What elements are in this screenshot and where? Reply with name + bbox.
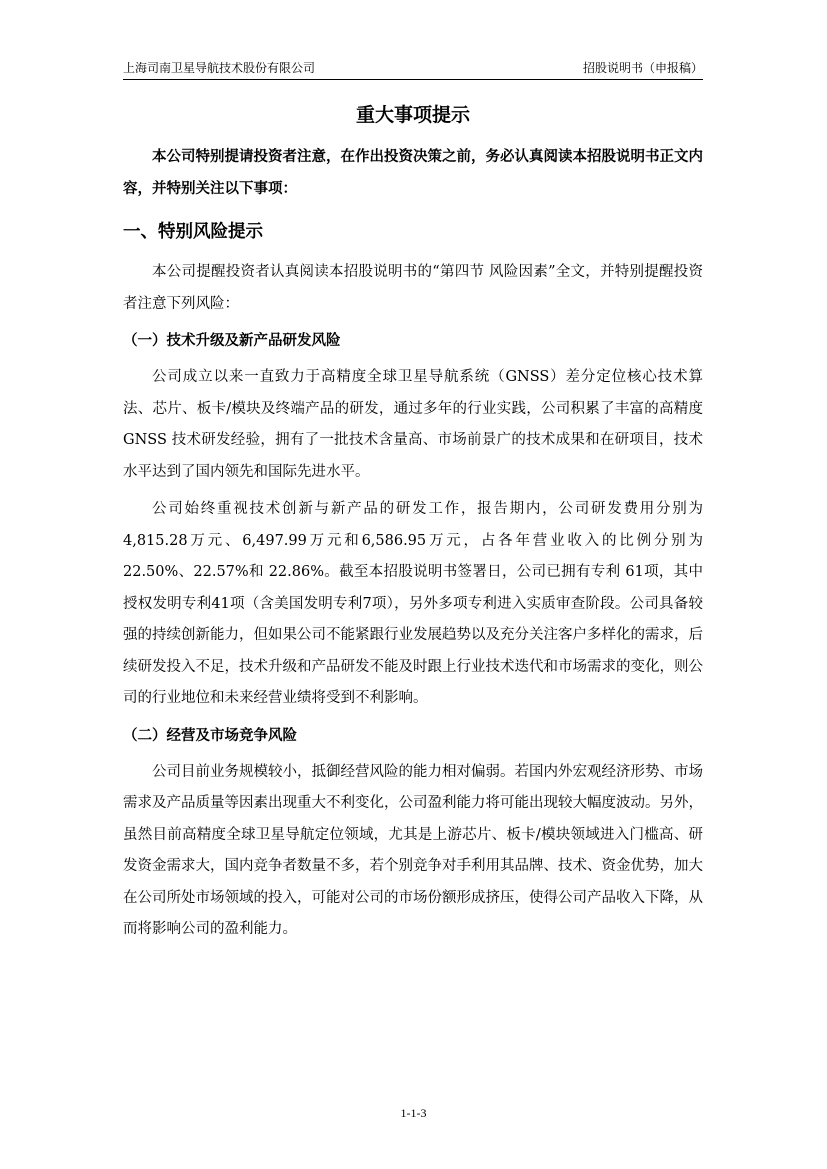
header-document-type: 招股说明书（申报稿）: [582, 61, 703, 75]
section-heading-special-risks: 一、特别风险提示: [123, 222, 263, 242]
page-header: [123, 57, 703, 79]
competition-risk-paragraph: 公司目前业务规模较小，抵御经营风险的能力相对偏弱。若国内外宏观经济形势、市场需求及产品质量等因素出现重大不利变化，公司盈利能力将可能出现较大幅度波动。另外，虽然目前高精度全球卫星导航定位领域，尤其是上游芯片、板卡/模块领域进入门槛高、研发资金需求大，国内竞争者数量不多，若个别竞争对手利用其品牌、技术、资金优势，加大在公司所处市场领域的投入，可能对公司的市场份额形成挤压，使得公司产品收入下降，从而将影响公司的盈利能力。: [123, 763, 703, 937]
section-lead-paragraph: 本公司提醒投资者认真阅读本招股说明书的“第四节 风险因素”全文，并特别提醒投资者注意下列风险：: [123, 264, 703, 312]
page-title: 重大事项提示: [355, 104, 470, 126]
page-number: 1-1-3: [400, 1106, 427, 1120]
intro-notice: 本公司特别提请投资者注意，在作出投资决策之前，务必认真阅读本招股说明书正文内容，并特别关注以下事项：: [123, 149, 703, 197]
header-divider: [123, 79, 703, 80]
tech-risk-paragraph-1: 公司成立以来一直致力于高精度全球卫星导航系统（GNSS）差分定位核心技术算法、芯片、板卡/模块及终端产品的研发，通过多年的行业实践，公司积累了丰富的高精度 GNSS 技术研发经验，拥有了一批技术含量高、市场前景广的技术成果和在研项目，技术水平达到了国内领先和国际先进水平。: [123, 369, 703, 480]
subsection-heading-competition-risk: （二）经营及市场竞争风险: [123, 727, 297, 744]
document-body: [123, 98, 703, 946]
subsection-heading-tech-risk: （一）技术升级及新产品研发风险: [123, 333, 341, 349]
tech-risk-paragraph-2: 公司始终重视技术创新与新产品的研发工作，报告期内，公司研发费用分别为4,815.28万元、6,497.99万元和6,586.95万元，占各年营业收入的比例分别为 22.50%、22.57%和 22.86%。截至本招股说明书签署日，公司已拥有专利 61项，其中授权发明专利41项（含美国发明专利7项），另外多项专利进入实质审查阶段。公司具备较强的持续创新能力，但如果公司不能紧跟行业发展趋势以及充分关注客户多样化的需求，后续研发投入不足，技术升级和产品研发不能及时跟上行业技术迭代和市场需求的变化，则公司的行业地位和未来经营业绩将受到不利影响。: [123, 501, 703, 706]
header-company-name: 上海司南卫星导航技术股份有限公司: [123, 61, 316, 75]
